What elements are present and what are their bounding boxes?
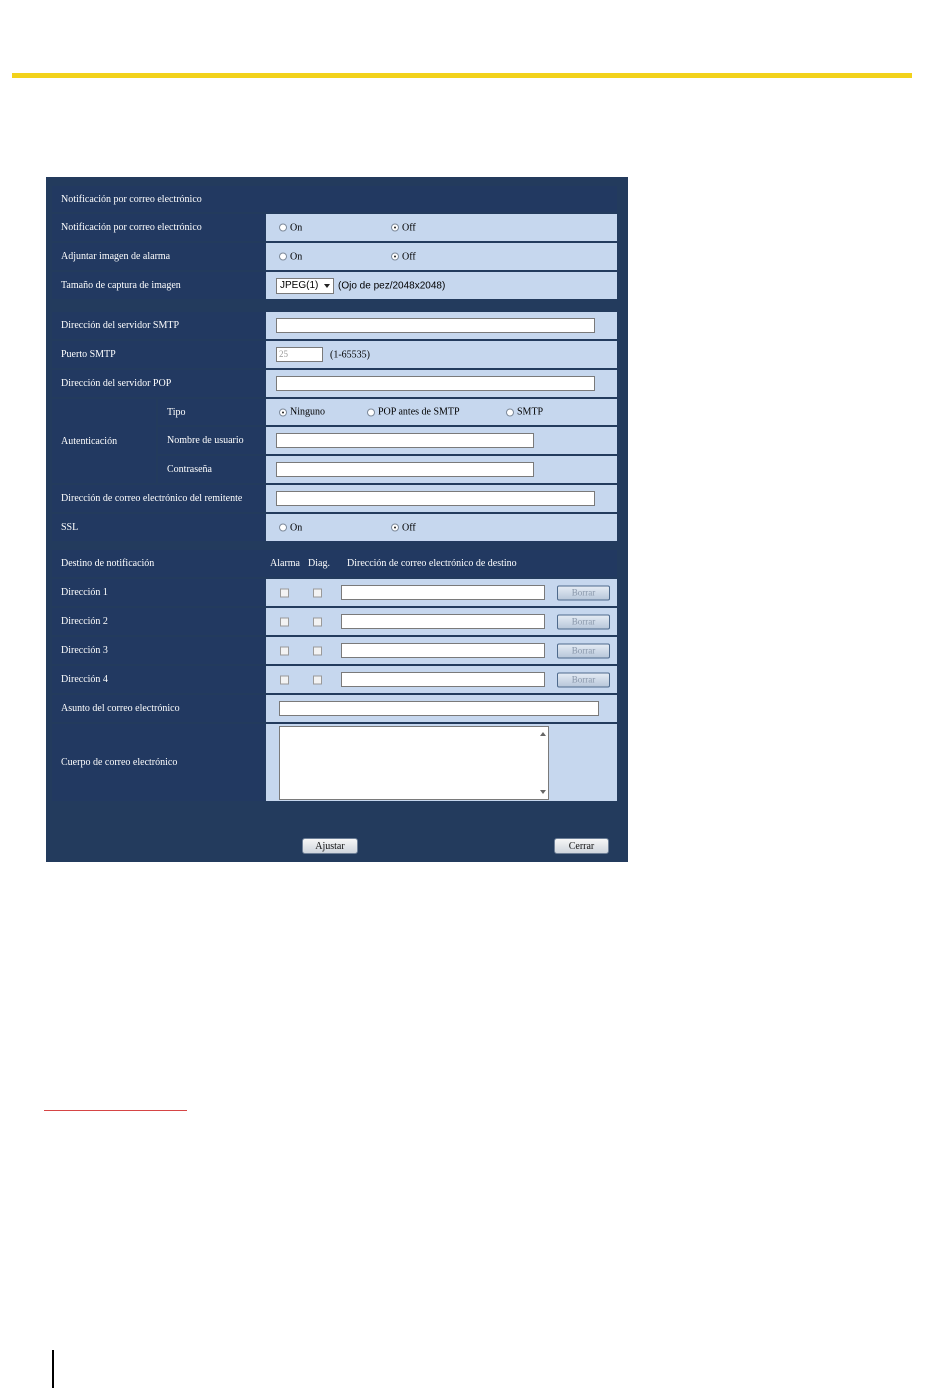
notification-off-radio[interactable]: [391, 222, 416, 233]
subject-value: [266, 695, 617, 722]
ssl-value: [266, 514, 617, 541]
radio-label: On: [290, 522, 303, 533]
auth-pass-label: Contraseña: [158, 456, 265, 483]
alarm-checkbox[interactable]: [280, 646, 289, 655]
destination-value: [266, 579, 617, 606]
auth-user-value: [266, 427, 617, 454]
smtp-port-input[interactable]: 25: [276, 347, 323, 362]
alarm-checkbox[interactable]: [280, 588, 289, 597]
capture-size-note: (Ojo de pez/2048x2048): [338, 280, 446, 291]
destination-address-input[interactable]: [341, 643, 545, 658]
radio-dot-icon: [367, 408, 375, 416]
row-smtp-server: [52, 312, 617, 339]
radio-label: On: [290, 251, 303, 262]
row-pop-server: [52, 370, 617, 397]
scroll-down-icon[interactable]: [540, 790, 546, 794]
email-notification-panel: [46, 177, 628, 862]
destination-label: Dirección 4: [52, 666, 265, 693]
smtp-server-label: Dirección del servidor SMTP: [52, 312, 265, 339]
radio-label: Ninguno: [290, 406, 325, 418]
col-alarm-label: Alarma: [270, 558, 300, 569]
smtp-server-value: [266, 312, 617, 339]
ssl-off-radio[interactable]: [391, 522, 416, 533]
radio-label: Off: [402, 251, 416, 262]
username-input[interactable]: [276, 433, 534, 448]
smtp-port-value: [266, 341, 617, 368]
radio-label: On: [290, 222, 303, 233]
auth-type-value: [266, 399, 617, 425]
close-button[interactable]: Cerrar: [554, 838, 609, 854]
col-address-label: Dirección de correo electrónico de destino: [347, 558, 517, 569]
sender-value: [266, 485, 617, 512]
radio-dot-icon: [279, 224, 287, 232]
auth-smtp-radio[interactable]: [506, 407, 543, 418]
body-label: Cuerpo de correo electrónico: [52, 724, 265, 801]
capture-size-select[interactable]: [276, 278, 334, 294]
delete-button[interactable]: Borrar: [557, 614, 610, 629]
destination-label: Dirección 3: [52, 637, 265, 664]
sender-input[interactable]: [276, 491, 595, 506]
auth-type-label: Tipo: [158, 399, 265, 425]
destination-value: [266, 608, 617, 635]
row-smtp-port: [52, 341, 617, 368]
destinations-header-label: Destino de notificación: [61, 558, 155, 569]
radio-dot-icon: [279, 524, 287, 532]
radio-label: Off: [402, 222, 416, 233]
ssl-label: SSL: [52, 514, 265, 541]
destination-row-1: [52, 579, 617, 606]
destination-address-input[interactable]: [341, 614, 545, 629]
diag-checkbox[interactable]: [313, 646, 322, 655]
select-value: JPEG(1): [280, 280, 319, 291]
subject-label: Asunto del correo electrónico: [52, 695, 265, 722]
capture-size-value: [266, 272, 617, 299]
row-attach-image: [52, 243, 617, 270]
row-body: [52, 724, 617, 801]
password-input[interactable]: [276, 462, 534, 477]
attach-value: [266, 243, 617, 270]
alarm-checkbox[interactable]: [280, 617, 289, 626]
top-accent-rule: [12, 73, 912, 78]
destination-value: [266, 637, 617, 664]
section-header: [52, 186, 617, 212]
radio-dot-icon: [506, 408, 514, 416]
destination-row-4: [52, 666, 617, 693]
destination-label: Dirección 1: [52, 579, 265, 606]
smtp-port-label: Puerto SMTP: [52, 341, 265, 368]
auth-pop-before-smtp-radio[interactable]: [367, 407, 460, 418]
chevron-down-icon: [324, 284, 330, 288]
row-subject: [52, 695, 617, 722]
auth-user-label: Nombre de usuario: [158, 427, 265, 454]
page-margin-bar: [52, 1350, 54, 1388]
capture-size-label: Tamaño de captura de imagen: [52, 272, 265, 299]
destination-value: [266, 666, 617, 693]
radio-label: Off: [402, 522, 416, 533]
diag-checkbox[interactable]: [313, 588, 322, 597]
pop-server-label: Dirección del servidor POP: [52, 370, 265, 397]
col-diag-label: Diag.: [308, 558, 330, 569]
subject-input[interactable]: [279, 701, 599, 716]
notification-on-radio[interactable]: [279, 222, 302, 233]
diag-checkbox[interactable]: [313, 617, 322, 626]
radio-dot-icon: [279, 253, 287, 261]
delete-button[interactable]: Borrar: [557, 585, 610, 600]
body-value: [266, 724, 617, 801]
notification-label: Notificación por correo electrónico: [52, 214, 265, 241]
radio-dot-selected-icon: [391, 253, 399, 261]
pop-server-value: [266, 370, 617, 397]
body-textarea[interactable]: [279, 726, 549, 800]
notification-value: [266, 214, 617, 241]
delete-button[interactable]: Borrar: [557, 643, 610, 658]
radio-dot-selected-icon: [279, 408, 287, 416]
radio-dot-selected-icon: [391, 224, 399, 232]
radio-dot-selected-icon: [391, 524, 399, 532]
auth-none-radio[interactable]: [279, 407, 325, 418]
sender-label: Dirección de correo electrónico del remitente: [52, 485, 265, 512]
row-sender: [52, 485, 617, 512]
attach-label: Adjuntar imagen de alarma: [52, 243, 265, 270]
attach-off-radio[interactable]: [391, 251, 416, 262]
destination-address-input[interactable]: [341, 585, 545, 600]
auth-pass-value: [266, 456, 617, 483]
alarm-checkbox[interactable]: [280, 675, 289, 684]
row-authentication: [52, 399, 617, 483]
diag-checkbox[interactable]: [313, 675, 322, 684]
set-button[interactable]: Ajustar: [302, 838, 358, 854]
row-ssl: [52, 514, 617, 541]
smtp-port-range: (1-65535): [330, 349, 370, 360]
delete-button[interactable]: Borrar: [557, 672, 610, 687]
destination-row-3: [52, 637, 617, 664]
ssl-on-radio[interactable]: [279, 522, 302, 533]
row-notification: [52, 214, 617, 241]
scroll-up-icon[interactable]: [540, 732, 546, 736]
auth-label: Autenticación: [52, 399, 156, 483]
destination-row-2: [52, 608, 617, 635]
radio-label: POP antes de SMTP: [378, 406, 460, 418]
radio-label: SMTP: [517, 406, 544, 418]
smtp-server-input[interactable]: [276, 318, 595, 333]
destination-label: Dirección 2: [52, 608, 265, 635]
destination-address-input[interactable]: [341, 672, 545, 687]
section-title: Notificación por correo electrónico: [61, 193, 202, 205]
pop-server-input[interactable]: [276, 376, 595, 391]
row-capture-size: [52, 272, 617, 299]
destinations-header: [52, 550, 617, 577]
attach-on-radio[interactable]: [279, 251, 302, 262]
red-underline-link: [44, 1110, 187, 1111]
